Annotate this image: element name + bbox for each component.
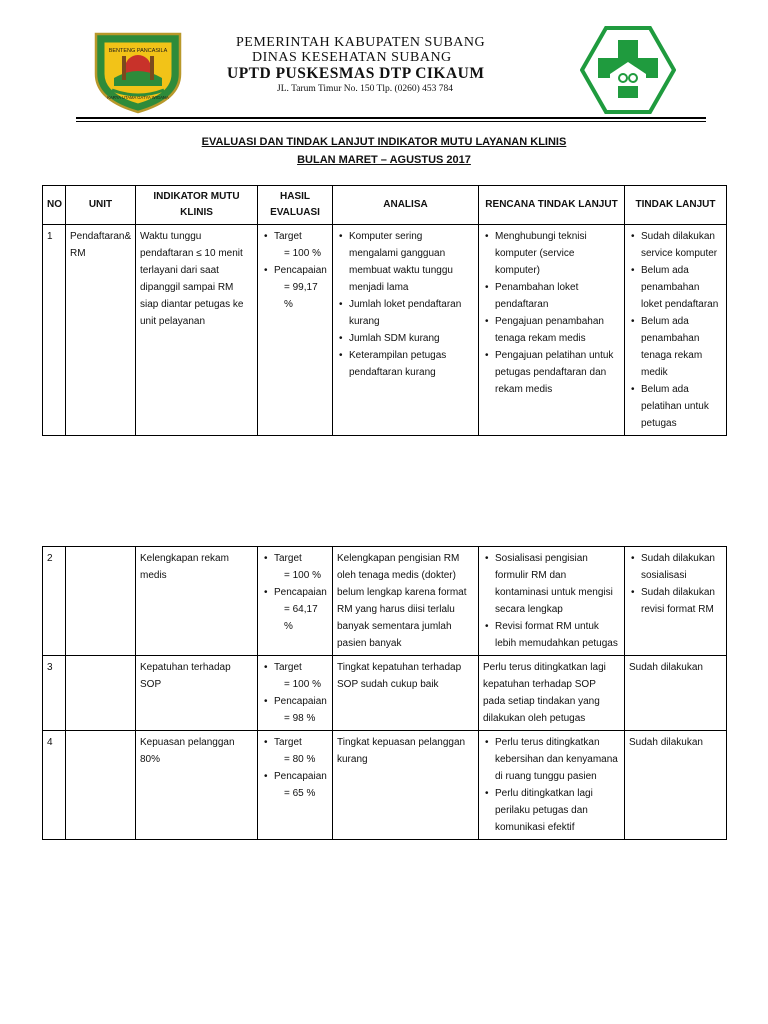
row1-target-value: = 100 % [284, 248, 321, 259]
table-row [43, 731, 727, 840]
row2-unit [66, 547, 136, 656]
row2-target [274, 550, 328, 584]
row2-tindak-item: • Sudah dilakukan sosialisasi [641, 550, 722, 584]
row1-indikator [136, 225, 258, 436]
row1-rencana-item: • Menghubungi teknisi komputer (service komputer) [495, 228, 620, 279]
row2-rencana-item: • Sosialisasi pengisian formulir RM dan kontaminasi untuk mengisi secara lengkap [495, 550, 620, 618]
row2-tindak-item: • Sudah dilakukan revisi format RM [641, 584, 722, 618]
row3-pencapaian-label: Pencapaian [274, 696, 327, 707]
indicator-table-part-2 [42, 546, 727, 840]
row1-tindak-item: • Belum ada pelatihan untuk petugas [641, 381, 722, 432]
row3-rencana: Perlu terus ditingkatkan lagi kepatuhan terhadap SOP pada setiap tindakan yang dilakukan oleh petugas [479, 656, 625, 731]
row2-rencana [479, 547, 625, 656]
row1-analisa-item: • Komputer sering mengalami gangguan membuat waktu tunggu menjadi lama [349, 228, 474, 296]
header-rencana: RENCANA TINDAK LANJUT [479, 186, 625, 225]
row1-pencapaian-value: = 99,17 % [284, 282, 318, 310]
header-unit: UNIT [66, 186, 136, 225]
header-hasil: HASIL EVALUASI [258, 186, 333, 225]
row4-pencapaian-value: = 65 % [284, 788, 316, 799]
kop-line-1: PEMERINTAH KABUPATEN SUBANG [236, 35, 486, 50]
row4-analisa: Tingkat kepuasan pelanggan kurang [333, 731, 479, 840]
row4-rencana-item: • Perlu ditingkatkan lagi perilaku petugas dan komunikasi efektif [495, 785, 620, 836]
table-row [43, 547, 727, 656]
row4-rencana-item: • Perlu terus ditingkatkan kebersihan dan kenyamana di ruang tunggu pasien [495, 734, 620, 785]
row2-analisa: Kelengkapan pengisian RM oleh tenaga medis (dokter) belum lengkap karena format RM yang harus diisi terlalu banyak sementara jumlah pasien banyak [333, 547, 479, 656]
row1-pencapaian [274, 262, 328, 313]
header-analisa: ANALISA [333, 186, 479, 225]
row2-tindak [625, 547, 727, 656]
logo-motto-top: BENTENG PANCASILA [108, 48, 168, 54]
row1-pencapaian-label: Pencapaian [274, 265, 327, 276]
row2-hasil [258, 547, 333, 656]
document-subtitle: BULAN MARET – AGUSTUS 2017 [297, 154, 471, 166]
row2-pencapaian-label: Pencapaian [274, 587, 327, 598]
row3-analisa: Tingkat kepatuhan terhadap SOP sudah cukup baik [333, 656, 479, 731]
row1-rencana-item: • Penambahan loket pendaftaran [495, 279, 620, 313]
row1-indikator-line1: Waktu tunggu [140, 231, 202, 242]
row3-unit [66, 656, 136, 731]
header-indikator: INDIKATOR MUTU KLINIS [136, 186, 258, 225]
row1-tindak [625, 225, 727, 436]
row1-unit: Pendaftaran& RM [66, 225, 136, 436]
puskesmas-logo [580, 26, 676, 114]
table-header-row [43, 186, 727, 225]
row1-rencana-item: • Pengajuan pelatihan untuk petugas pendaftaran dan rekam medis [495, 347, 620, 398]
header-tindak: TINDAK LANJUT [625, 186, 727, 225]
row2-pencapaian [274, 584, 328, 635]
row2-target-label: Target [274, 553, 302, 564]
row4-pencapaian [274, 768, 328, 802]
table-row [43, 656, 727, 731]
kabupaten-subang-logo [92, 30, 184, 114]
row3-target-value: = 100 % [284, 679, 321, 690]
row1-analisa-item: • Jumlah SDM kurang [349, 330, 474, 347]
row3-hasil [258, 656, 333, 731]
row4-hasil [258, 731, 333, 840]
logo-motto-bottom: KARYA UTAMA GATYA WIGANA [107, 95, 169, 100]
kop-line-2: DINAS KESEHATAN SUBANG [252, 50, 452, 65]
row3-pencapaian [274, 693, 328, 727]
row4-target [274, 734, 328, 768]
row1-tindak-item: • Belum ada penambahan tenaga rekam medik [641, 313, 722, 381]
header-no: NO [43, 186, 66, 225]
letterhead-rule-thin [76, 121, 706, 122]
row4-rencana [479, 731, 625, 840]
row3-no: 3 [43, 656, 66, 731]
row3-indikator: Kepatuhan terhadap SOP [136, 656, 258, 731]
row4-unit [66, 731, 136, 840]
row1-analisa-item: • Keterampilan petugas pendaftaran kurang [349, 347, 474, 381]
row1-indikator-line2: pendaftaran ≤ 10 menit [140, 248, 243, 259]
row2-rencana-item: • Revisi format RM untuk lebih memudahkan petugas [495, 618, 620, 652]
kop-line-3: UPTD PUSKESMAS DTP CIKAUM [227, 65, 485, 82]
row1-analisa [333, 225, 479, 436]
row3-target [274, 659, 328, 693]
row4-indikator: Kepuasan pelanggan 80% [136, 731, 258, 840]
row4-no: 4 [43, 731, 66, 840]
row3-tindak: Sudah dilakukan [625, 656, 727, 731]
row4-target-value: = 80 % [284, 754, 316, 765]
row4-target-label: Target [274, 737, 302, 748]
row1-rencana-item: • Pengajuan penambahan tenaga rekam medis [495, 313, 620, 347]
indicator-table-part-1 [42, 185, 727, 436]
row1-no: 1 [43, 225, 66, 436]
kop-address: JL. Tarum Timur No. 150 Tlp. (0260) 453 784 [277, 84, 454, 94]
row2-no: 2 [43, 547, 66, 656]
row1-tindak-item: • Belum ada penambahan loket pendaftaran [641, 262, 722, 313]
row1-analisa-item: • Jumlah loket pendaftaran kurang [349, 296, 474, 330]
table-row [43, 225, 727, 436]
row3-pencapaian-value: = 98 % [284, 713, 316, 724]
row4-tindak: Sudah dilakukan [625, 731, 727, 840]
row1-target [274, 228, 328, 262]
row2-indikator: Kelengkapan rekam medis [136, 547, 258, 656]
row2-target-value: = 100 % [284, 570, 321, 581]
row1-hasil [258, 225, 333, 436]
row1-rencana [479, 225, 625, 436]
row1-tindak-item: • Sudah dilakukan service komputer [641, 228, 722, 262]
row3-target-label: Target [274, 662, 302, 673]
document-title: EVALUASI DAN TINDAK LANJUT INDIKATOR MUTU LAYANAN KLINIS [201, 136, 567, 148]
row1-indikator-line3: terlayani dari saat dipanggil sampai RM siap diantar petugas ke unit pelayanan [140, 265, 244, 327]
row4-pencapaian-label: Pencapaian [274, 771, 327, 782]
row1-target-label: Target [274, 231, 302, 242]
letterhead-rule [76, 117, 706, 119]
row2-pencapaian-value: = 64,17 % [284, 604, 318, 632]
